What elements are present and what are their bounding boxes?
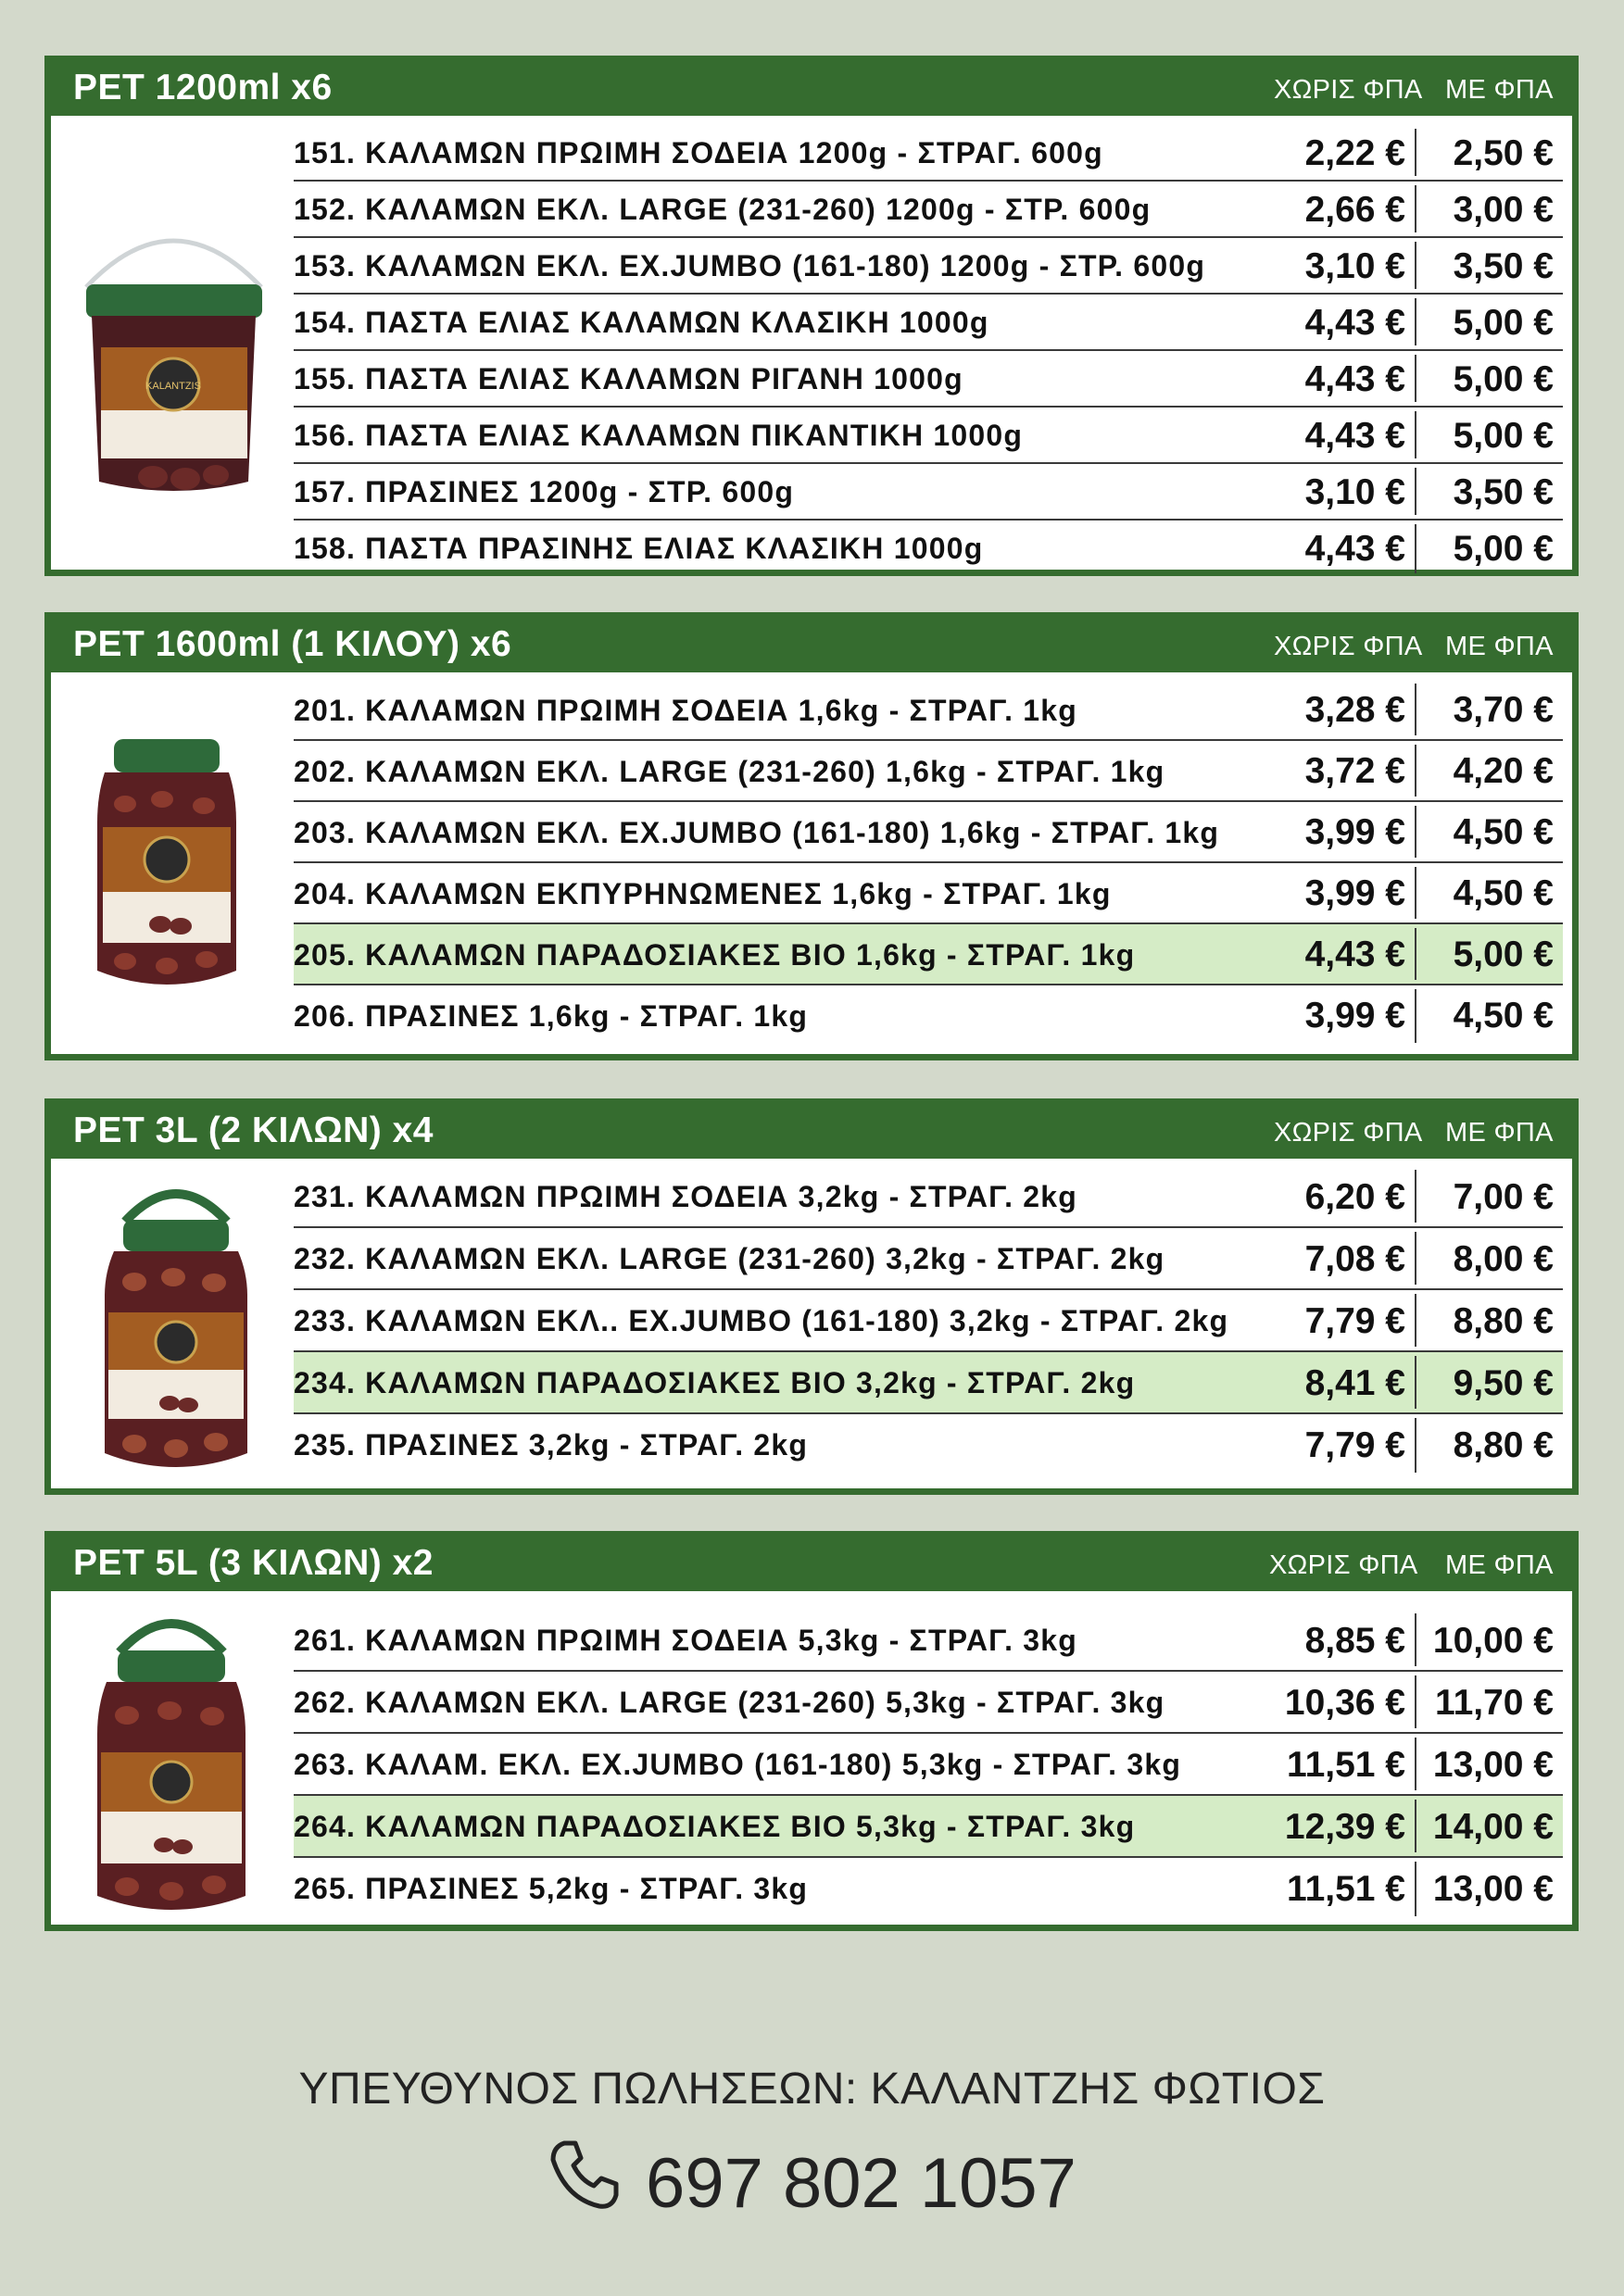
price-with-vat: 14,00 € [1432,1807,1554,1847]
price-row [294,521,1563,577]
column-divider [1415,989,1416,1043]
product-name: 235. ΠΡΑΣΙΝΕΣ 3,2kg - ΣΤΡΑΓ. 2kg [294,1428,809,1462]
column-divider [1415,1738,1416,1790]
price-with-vat: 5,00 € [1453,529,1554,569]
price-row [294,1228,1563,1290]
price-without-vat: 3,28 € [1304,690,1405,730]
price-with-vat: 3,50 € [1453,472,1554,512]
column-divider [1415,185,1416,232]
price-row [294,1414,1563,1476]
product-name: 205. ΚΑΛΑΜΩΝ ΠΑΡΑΔΟΣΙΑΚΕΣ ΒΙΟ 1,6kg - ΣΤΡΑΓ. 1kg [294,938,1136,972]
column-header-with-vat: ΜΕ ΦΠΑ [1445,75,1554,105]
product-name: 202. ΚΑΛΑΜΩΝ ΕΚΛ. LARGE (231-260) 1,6kg - ΣΤΡΑΓ. 1kg [294,755,1165,788]
price-list [294,125,1563,577]
price-with-vat: 4,50 € [1453,996,1554,1035]
price-without-vat: 4,43 € [1304,935,1405,974]
price-without-vat: 4,43 € [1304,416,1405,456]
column-divider [1415,524,1416,573]
product-jar-image [69,199,278,509]
column-divider [1415,242,1416,289]
product-jar-image [90,1604,252,1933]
section-pet-3l [44,1098,1579,1495]
price-without-vat: 3,99 € [1304,873,1405,913]
price-without-vat: 3,99 € [1304,812,1405,852]
price-row [294,924,1563,985]
product-name: 204. ΚΑΛΑΜΩΝ ΕΚΠΥΡΗΝΩΜΕΝΕΣ 1,6kg - ΣΤΡΑΓ. 1kg [294,877,1112,910]
product-name: 206. ΠΡΑΣΙΝΕΣ 1,6kg - ΣΤΡΑΓ. 1kg [294,999,809,1033]
price-with-vat: 5,00 € [1453,416,1554,456]
column-header-without-vat: ΧΩΡΙΣ ΦΠΑ [1274,1118,1423,1148]
product-name: 156. ΠΑΣΤΑ ΕΛΙΑΣ ΚΑΛΑΜΩΝ ΠΙΚΑΝΤΙΚΗ 1000g [294,419,1024,452]
price-row [294,863,1563,924]
column-header-without-vat: ΧΩΡΙΣ ΦΠΑ [1274,75,1423,105]
price-with-vat: 8,80 € [1453,1301,1554,1341]
product-name: 231. ΚΑΛΑΜΩΝ ΠΡΩΙΜΗ ΣΟΔΕΙΑ 3,2kg - ΣΤΡΑΓ. 2kg [294,1180,1078,1213]
price-row [294,125,1563,182]
price-row [294,295,1563,351]
product-name: 158. ΠΑΣΤΑ ΠΡΑΣΙΝΗΣ ΕΛΙΑΣ ΚΛΑΣΙΚΗ 1000g [294,532,984,565]
product-name: 155. ΠΑΣΤΑ ΕΛΙΑΣ ΚΑΛΑΜΩΝ ΡΙΓΑΝΗ 1000g [294,362,963,395]
phone-block [0,2138,1624,2228]
product-name: 203. ΚΑΛΑΜΩΝ ΕΚΛ. EX.JUMBO (161-180) 1,6kg - ΣΤΡΑΓ. 1kg [294,816,1220,849]
price-without-vat: 11,51 € [1287,1869,1405,1909]
section-title: PET 1600ml (1 ΚΙΛΟΥ) x6 [73,624,512,664]
column-header-without-vat: ΧΩΡΙΣ ΦΠΑ [1274,632,1423,661]
price-with-vat: 4,50 € [1453,812,1554,852]
section-pet-1600 [44,612,1579,1060]
price-without-vat: 3,72 € [1304,751,1405,791]
section-header [51,1537,1572,1591]
column-header-with-vat: ΜΕ ΦΠΑ [1445,1118,1554,1148]
price-row [294,1734,1563,1796]
phone-number[interactable]: 697 802 1057 [646,2143,1076,2223]
product-jar-image [88,730,245,1012]
price-without-vat: 2,22 € [1304,133,1405,173]
price-with-vat: 8,00 € [1453,1239,1554,1279]
section-title: PET 1200ml x6 [73,68,333,107]
column-header-with-vat: ΜΕ ΦΠΑ [1445,1550,1554,1580]
section-header [51,62,1572,116]
section-header [51,619,1572,672]
product-jar-image [97,1175,255,1490]
price-with-vat: 2,50 € [1453,133,1554,173]
column-divider [1415,806,1416,858]
jar-brand: KALANTZIS [145,381,201,392]
product-name: 261. ΚΑΛΑΜΩΝ ΠΡΩΙΜΗ ΣΟΔΕΙΑ 5,3kg - ΣΤΡΑΓ. 3kg [294,1624,1078,1657]
column-header-with-vat: ΜΕ ΦΠΑ [1445,632,1554,661]
price-without-vat: 3,10 € [1304,246,1405,286]
column-divider [1415,684,1416,735]
price-with-vat: 4,50 € [1453,873,1554,913]
section-header [51,1105,1572,1159]
column-divider [1415,1356,1416,1409]
price-without-vat: 3,99 € [1304,996,1405,1035]
section-title: PET 3L (2 ΚΙΛΩΝ) x4 [73,1110,434,1150]
price-without-vat: 3,10 € [1304,472,1405,512]
product-name: 234. ΚΑΛΑΜΩΝ ΠΑΡΑΔΟΣΙΑΚΕΣ ΒΙΟ 3,2kg - ΣΤΡΑΓ. 2kg [294,1366,1136,1399]
column-divider [1415,1675,1416,1728]
product-name: 154. ΠΑΣΤΑ ΕΛΙΑΣ ΚΑΛΑΜΩΝ ΚΛΑΣΙΚΗ 1000g [294,306,989,339]
price-with-vat: 5,00 € [1453,303,1554,343]
price-row [294,182,1563,238]
price-without-vat: 12,39 € [1284,1807,1405,1847]
column-header-without-vat: ΧΩΡΙΣ ΦΠΑ [1269,1550,1418,1580]
price-list [294,680,1563,1047]
price-row [294,985,1563,1047]
price-row [294,1290,1563,1352]
price-with-vat: 3,00 € [1453,190,1554,230]
price-with-vat: 9,50 € [1453,1363,1554,1403]
price-with-vat: 5,00 € [1453,359,1554,399]
section-title: PET 5L (3 ΚΙΛΩΝ) x2 [73,1543,434,1583]
price-without-vat: 4,43 € [1304,303,1405,343]
section-pet-1200 [44,56,1579,576]
price-row [294,1858,1563,1920]
column-divider [1415,1800,1416,1852]
column-divider [1415,1862,1416,1916]
column-divider [1415,867,1416,919]
price-row [294,1610,1563,1672]
price-without-vat: 4,43 € [1304,359,1405,399]
column-divider [1415,411,1416,458]
column-divider [1415,1613,1416,1666]
product-name: 153. ΚΑΛΑΜΩΝ ΕΚΛ. EX.JUMBO (161-180) 1200g - ΣΤΡ. 600g [294,249,1206,282]
price-with-vat: 4,20 € [1453,751,1554,791]
product-name: 262. ΚΑΛΑΜΩΝ ΕΚΛ. LARGE (231-260) 5,3kg - ΣΤΡΑΓ. 3kg [294,1686,1165,1719]
price-with-vat: 13,00 € [1432,1745,1554,1785]
price-row [294,408,1563,464]
product-name: 152. ΚΑΛΑΜΩΝ ΕΚΛ. LARGE (231-260) 1200g - ΣΤΡ. 600g [294,193,1152,226]
price-with-vat: 3,70 € [1453,690,1554,730]
column-divider [1415,745,1416,797]
price-without-vat: 2,66 € [1304,190,1405,230]
price-without-vat: 6,20 € [1304,1177,1405,1217]
price-row [294,238,1563,295]
column-divider [1415,355,1416,402]
price-row [294,680,1563,741]
product-name: 232. ΚΑΛΑΜΩΝ ΕΚΛ. LARGE (231-260) 3,2kg - ΣΤΡΑΓ. 2kg [294,1242,1165,1275]
product-name: 265. ΠΡΑΣΙΝΕΣ 5,2kg - ΣΤΡΑΓ. 3kg [294,1872,809,1905]
column-divider [1415,298,1416,345]
price-without-vat: 7,79 € [1304,1425,1405,1465]
product-name: 264. ΚΑΛΑΜΩΝ ΠΑΡΑΔΟΣΙΑΚΕΣ ΒΙΟ 5,3kg - ΣΤΡΑΓ. 3kg [294,1810,1136,1843]
price-without-vat: 4,43 € [1304,529,1405,569]
product-name: 157. ΠΡΑΣΙΝΕΣ 1200g - ΣΤΡ. 600g [294,475,795,508]
column-divider [1415,129,1416,176]
price-without-vat: 7,79 € [1304,1301,1405,1341]
price-row [294,1352,1563,1414]
price-row [294,1672,1563,1734]
price-row [294,351,1563,408]
price-list [294,1166,1563,1476]
price-with-vat: 13,00 € [1432,1869,1554,1909]
price-without-vat: 10,36 € [1284,1683,1405,1723]
price-with-vat: 7,00 € [1453,1177,1554,1217]
column-divider [1415,1170,1416,1223]
product-name: 263. ΚΑΛΑΜ. ΕΚΛ. EX.JUMBO (161-180) 5,3kg - ΣΤΡΑΓ. 3kg [294,1748,1182,1781]
price-without-vat: 8,41 € [1304,1363,1405,1403]
price-with-vat: 10,00 € [1432,1621,1554,1661]
column-divider [1415,1294,1416,1347]
price-list [294,1610,1563,1920]
price-without-vat: 8,85 € [1304,1621,1405,1661]
price-with-vat: 11,70 € [1435,1683,1554,1723]
price-row [294,1166,1563,1228]
product-name: 151. ΚΑΛΑΜΩΝ ΠΡΩΙΜΗ ΣΟΔΕΙΑ 1200g - ΣΤΡΑΓ. 600g [294,136,1103,169]
price-without-vat: 11,51 € [1287,1745,1405,1785]
price-row [294,802,1563,863]
price-row [294,1796,1563,1858]
column-divider [1415,928,1416,980]
price-row [294,464,1563,521]
column-divider [1415,1418,1416,1473]
column-divider [1415,468,1416,515]
price-row [294,741,1563,802]
product-name: 201. ΚΑΛΑΜΩΝ ΠΡΩΙΜΗ ΣΟΔΕΙΑ 1,6kg - ΣΤΡΑΓ. 1kg [294,694,1078,727]
price-with-vat: 8,80 € [1453,1425,1554,1465]
column-divider [1415,1232,1416,1285]
section-pet-5l [44,1531,1579,1931]
product-name: 233. ΚΑΛΑΜΩΝ ΕΚΛ.. EX.JUMBO (161-180) 3,2kg - ΣΤΡΑΓ. 2kg [294,1304,1229,1337]
phone-icon [548,2138,622,2228]
sales-contact: ΥΠΕΥΘΥΝΟΣ ΠΩΛΗΣΕΩΝ: ΚΑΛΑΝΤΖΗΣ ΦΩΤΙΟΣ [298,2064,1326,2114]
price-with-vat: 5,00 € [1453,935,1554,974]
price-without-vat: 7,08 € [1304,1239,1405,1279]
price-with-vat: 3,50 € [1453,246,1554,286]
